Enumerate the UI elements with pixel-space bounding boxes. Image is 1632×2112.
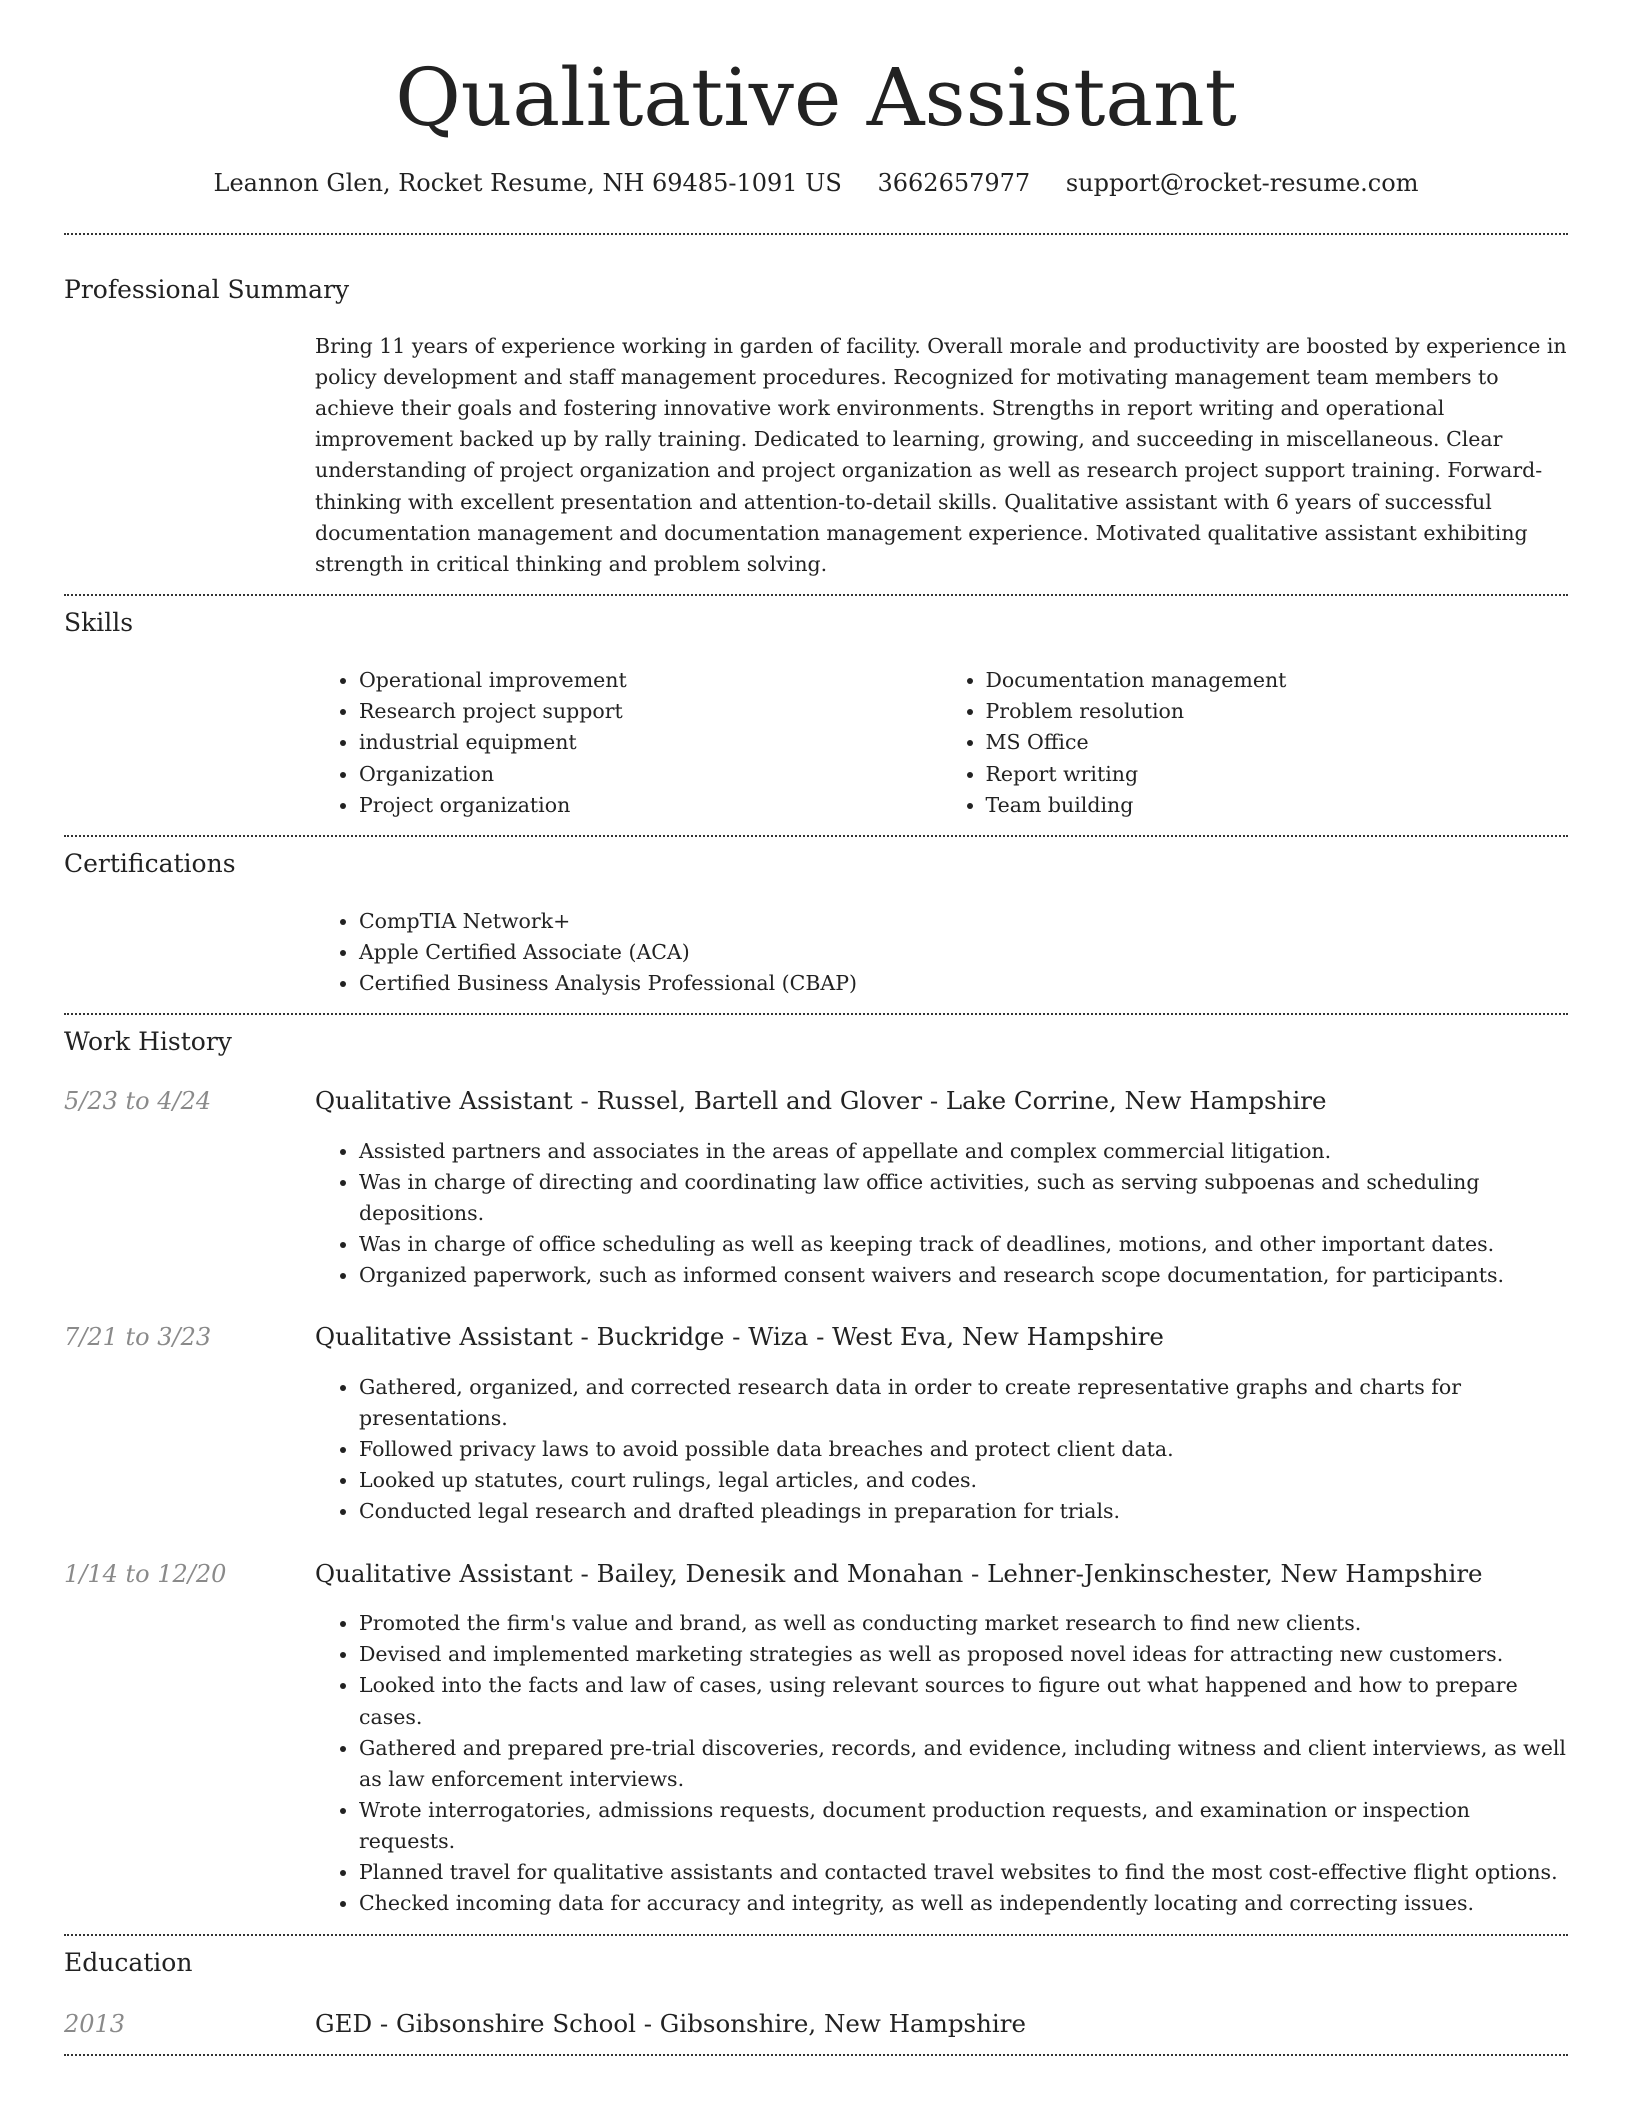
work-title: Qualitative Assistant - Bailey, Denesik and Monahan - Lehner-Jenkinschester, New Hampshire — [315, 1558, 1483, 1588]
work-bullet: • Planned travel for qualitative assistants and contacted travel websites to find the most cost-effective flight options. — [359, 1857, 1568, 1888]
certifications-content — [315, 906, 1568, 1013]
work-bullet: • Was in charge of office scheduling as well as keeping track of deadlines, motions, and other important dates. — [359, 1229, 1568, 1260]
skill-item: • Report writing — [986, 759, 1569, 790]
contact-email: support@rocket-resume.com — [1065, 169, 1419, 197]
skill-item: • Project organization — [359, 790, 942, 821]
work-bullet: • Checked incoming data for accuracy and integrity, as well as independently locating and correcting issues. — [359, 1888, 1568, 1919]
education-title: GED - Gibsonshire School - Gibsonshire, New Hampshire — [315, 2008, 1026, 2038]
certification-item: • Apple Certified Associate (ACA) — [359, 937, 1568, 968]
work-history-section — [64, 1015, 1568, 1933]
work-bullets — [315, 1608, 1568, 1920]
summary-content — [315, 331, 1568, 594]
education-section — [64, 1936, 1568, 2054]
professional-summary-section — [64, 235, 1568, 594]
skill-item: • Organization — [359, 759, 942, 790]
work-bullet: • Conducted legal research and drafted pleadings in preparation for trials. — [359, 1496, 1568, 1527]
work-title: Qualitative Assistant - Russel, Bartell and Glover - Lake Corrine, New Hampshire — [315, 1086, 1327, 1116]
work-bullet: • Wrote interrogatories, admissions requests, document production requests, and examination or inspection requests. — [359, 1795, 1568, 1857]
skill-item: • Operational improvement — [359, 665, 942, 696]
work-title: Qualitative Assistant - Buckridge - Wiza - West Eva, New Hampshire — [315, 1322, 1164, 1352]
skill-item: • Research project support — [359, 696, 942, 727]
work-bullet: • Organized paperwork, such as informed consent waivers and research scope documentation, for participants. — [359, 1260, 1568, 1291]
work-bullet: • Followed privacy laws to avoid possible data breaches and protect client data. — [359, 1434, 1568, 1465]
section-title-education: Education — [64, 1947, 193, 1977]
work-bullet: • Was in charge of directing and coordinating law office activities, such as serving subpoenas and scheduling depositions. — [359, 1167, 1568, 1229]
certification-item: • Certified Business Analysis Professional (CBAP) — [359, 968, 1568, 999]
contact-phone: 3662657977 — [877, 169, 1031, 197]
section-title-work: Work History — [64, 1027, 232, 1057]
work-dates: 7/21 to 3/23 — [64, 1323, 212, 1352]
candidate-name: Qualitative Assistant — [395, 51, 1237, 144]
section-divider — [64, 2054, 1568, 2056]
skills-grid — [315, 665, 1568, 835]
work-entry — [64, 1086, 1568, 1291]
work-dates: 1/14 to 12/20 — [64, 1559, 227, 1588]
work-bullet: • Looked into the facts and law of cases, using relevant sources to figure out what happened and how to prepare cases. — [359, 1670, 1568, 1732]
skills-section — [64, 596, 1568, 835]
skill-item: • Problem resolution — [986, 696, 1569, 727]
work-bullet: • Looked up statutes, court rulings, legal articles, and codes. — [359, 1465, 1568, 1496]
skill-item: • industrial equipment — [359, 727, 942, 758]
work-bullets — [315, 1372, 1568, 1528]
section-title-certifications: Certifications — [64, 848, 236, 878]
work-bullet: • Gathered, organized, and corrected research data in order to create representative graphs and charts for presentations. — [359, 1372, 1568, 1434]
education-dates: 2013 — [64, 2009, 126, 2038]
skill-item: • Documentation management — [986, 665, 1569, 696]
resume-page — [64, 0, 1568, 2056]
skill-item: • Team building — [986, 790, 1569, 821]
certifications-section — [64, 837, 1568, 1013]
work-entry — [64, 1559, 1568, 1920]
skills-list-left — [315, 665, 942, 821]
summary-text: Bring 11 years of experience working in garden of facility. Overall morale and productivity are boosted by experience in policy development and staff management procedures. Recognized for motivating management team members to achieve their goals and fostering innovative work environments. Strengths in report writing and operational improvement backed up by rally training. Dedicated to learning, growing, and succeeding in miscellaneous. Clear understanding of project organization and project organization as well as research project support training. Forward-thinking with excellent presentation and attention-to-detail skills. Qualitative assistant with 6 years of successful documentation management and documentation management experience. Motivated qualitative assistant exhibiting strength in critical thinking and problem solving. — [315, 333, 1567, 576]
education-entry — [64, 2009, 1568, 2038]
work-bullet: • Promoted the firm's value and brand, as well as conducting market research to find new clients. — [359, 1608, 1568, 1639]
skill-item: • MS Office — [986, 727, 1569, 758]
work-bullet: • Gathered and prepared pre-trial discoveries, records, and evidence, including witness and client interviews, as well as law enforcement interviews. — [359, 1733, 1568, 1795]
work-bullet: • Devised and implemented marketing strategies as well as proposed novel ideas for attracting new customers. — [359, 1639, 1568, 1670]
certifications-list — [315, 906, 1568, 999]
contact-address: Leannon Glen, Rocket Resume, NH 69485-1091 US — [213, 169, 842, 197]
contact-line — [64, 169, 1568, 198]
work-bullet: • Assisted partners and associates in the areas of appellate and complex commercial litigation. — [359, 1136, 1568, 1167]
section-title-skills: Skills — [64, 608, 134, 638]
work-dates: 5/23 to 4/24 — [64, 1087, 212, 1116]
certification-item: • CompTIA Network+ — [359, 906, 1568, 937]
section-title-summary: Professional Summary — [64, 274, 350, 304]
skills-list-right — [942, 665, 1569, 821]
work-entry — [64, 1322, 1568, 1527]
work-bullets — [315, 1136, 1568, 1292]
